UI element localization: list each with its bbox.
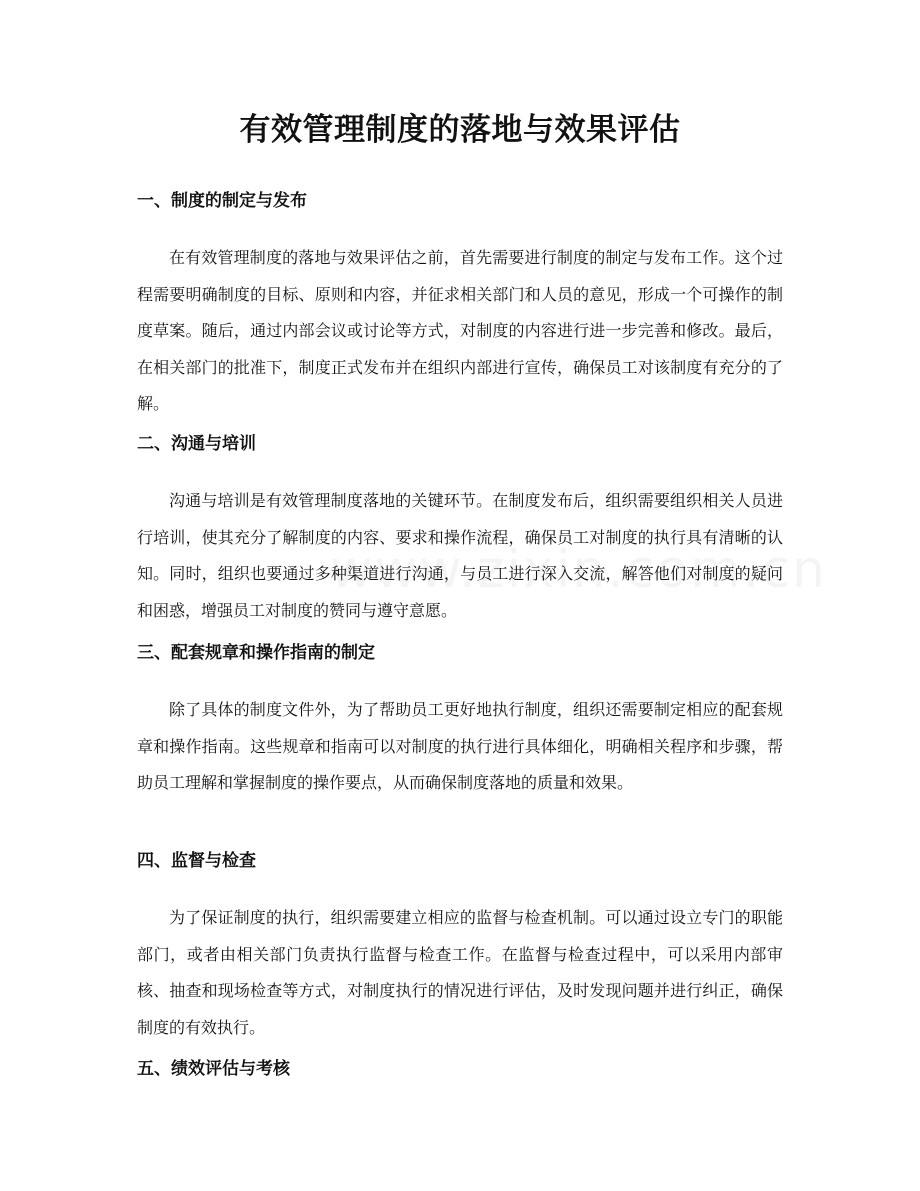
- section-paragraph: 为了保证制度的执行，组织需要建立相应的监督与检查机制。可以通过设立专门的职能部门，或者由相关部门负责执行监督与检查工作。在监督与检查过程中，可以采用内部审核、抽查和现场检查等方式，对制度执行的情况进行评估，及时发现问题并进行纠正，确保制度的有效执行。: [137, 908, 783, 1037]
- section-heading: 四、监督与检查: [137, 851, 256, 871]
- section-1: [137, 188, 783, 423]
- section-4: [137, 848, 783, 1046]
- section-paragraph: 除了具体的制度文件外，为了帮助员工更好地执行制度，组织还需要制定相应的配套规章和操作指南。这些规章和指南可以对制度的执行进行具体细化，明确相关程序和步骤，帮助员工理解和掌握制度的操作要点，从而确保制度落地的质量和效果。: [137, 700, 783, 792]
- section-5: [137, 1056, 783, 1082]
- section-paragraph: 沟通与培训是有效管理制度落地的关键环节。在制度发布后，组织需要组织相关人员进行培训，使其充分了解制度的内容、要求和操作流程，确保员工对制度的执行具有清晰的认知。同时，组织也要通过多种渠道进行沟通，与员工进行深入交流，解答他们对制度的疑问和困惑，增强员工对制度的赞同与遵守意愿。: [137, 491, 783, 620]
- section-heading: 三、配套规章和操作指南的制定: [137, 643, 375, 663]
- section-heading: 五、绩效评估与考核: [137, 1059, 290, 1079]
- document-title: 有效管理制度的落地与效果评估: [239, 112, 681, 148]
- section-heading: 二、沟通与培训: [137, 434, 256, 454]
- section-paragraph: 在有效管理制度的落地与效果评估之前，首先需要进行制度的制定与发布工作。这个过程需要明确制度的目标、原则和内容，并征求相关部门和人员的意见，形成一个可操作的制度草案。随后，通过内部会议或讨论等方式，对制度的内容进行进一步完善和修改。最后，在相关部门的批准下，制度正式发布并在组织内部进行宣传，确保员工对该制度有充分的了解。: [137, 248, 783, 413]
- section-2: [137, 431, 783, 629]
- section-heading: 一、制度的制定与发布: [137, 191, 307, 211]
- section-3: [137, 640, 783, 802]
